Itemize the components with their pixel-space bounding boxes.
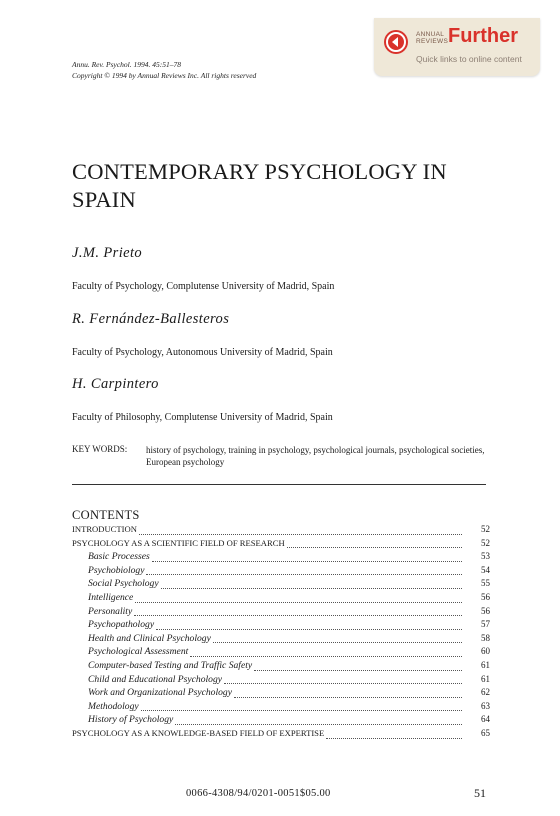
toc-leader-dots	[134, 607, 462, 616]
toc-entry-label: INTRODUCTION	[72, 524, 137, 534]
toc-entry[interactable]	[72, 633, 490, 647]
toc-entry-page: 54	[481, 564, 490, 575]
toc-entry[interactable]	[72, 606, 490, 620]
toc-entry-label: Basic Processes	[88, 551, 150, 563]
toc-entry-page: 65	[481, 727, 490, 738]
toc-entry-label: Personality	[88, 605, 133, 617]
toc-entry[interactable]	[72, 578, 490, 592]
toc-leader-dots	[326, 730, 462, 739]
toc-entry-page: 63	[481, 700, 490, 711]
toc-entry[interactable]	[72, 701, 490, 715]
toc-entry-page: 52	[481, 537, 490, 548]
author-name: H. Carpintero	[72, 376, 159, 392]
further-banner[interactable]	[374, 18, 540, 76]
toc-entry-page: 61	[481, 673, 490, 684]
banner-brand-line1: ANNUAL	[416, 31, 445, 38]
toc-entry-page: 62	[481, 687, 490, 698]
further-logo-icon	[384, 30, 408, 54]
toc-entry[interactable]	[72, 524, 490, 538]
toc-leader-dots	[190, 648, 462, 657]
toc-entry-label: History of Psychology	[88, 714, 174, 726]
toc-entry-label: PSYCHOLOGY AS A SCIENTIFIC FIELD OF RESEARCH	[72, 537, 285, 548]
toc-entry-label: Child and Educational Psychology	[88, 673, 223, 685]
toc-entry-page: 56	[481, 591, 490, 602]
toc-entry[interactable]	[72, 674, 490, 688]
article-title-line2: SPAIN	[72, 187, 136, 212]
toc-entry[interactable]	[72, 728, 490, 742]
author-name: R. Fernández-Ballesteros	[72, 311, 230, 327]
toc-entry-page: 58	[481, 632, 490, 643]
toc-entry-page: 57	[481, 619, 490, 630]
toc-leader-dots	[161, 580, 462, 589]
toc-leader-dots	[254, 662, 462, 671]
toc-leader-dots	[234, 689, 462, 698]
toc-entry-page: 56	[481, 605, 490, 616]
toc-leader-dots	[152, 553, 462, 562]
author-affiliation: Faculty of Philosophy, Complutense University of Madrid, Spain	[72, 412, 333, 423]
toc-entry[interactable]	[72, 646, 490, 660]
toc-entry-page: 60	[481, 646, 490, 657]
banner-brand-line2: REVIEWS	[416, 38, 449, 45]
toc-leader-dots	[146, 566, 462, 575]
toc-entry[interactable]	[72, 565, 490, 579]
article-title	[72, 158, 512, 214]
contents-heading: CONTENTS	[72, 508, 140, 522]
toc-entry-label: Methodology	[88, 700, 139, 712]
toc-entry-label: Work and Organizational Psychology	[88, 687, 232, 699]
toc-entry[interactable]	[72, 592, 490, 606]
copyright-notice: Copyright © 1994 by Annual Reviews Inc. All rights reserved	[72, 71, 257, 80]
toc-entry-page: 61	[481, 659, 490, 670]
toc-leader-dots	[139, 526, 462, 535]
toc-leader-dots	[141, 702, 462, 711]
toc-leader-dots	[135, 594, 462, 603]
toc-entry-label: PSYCHOLOGY AS A KNOWLEDGE-BASED FIELD OF EXPERTISE	[72, 727, 325, 738]
toc-entry[interactable]	[72, 538, 490, 552]
banner-subtitle[interactable]: Quick links to online content	[416, 54, 522, 64]
toc-entry-label: Psychobiology	[88, 564, 145, 576]
author-affiliation: Faculty of Psychology, Autonomous University of Madrid, Spain	[72, 347, 333, 358]
toc-entry[interactable]	[72, 687, 490, 701]
toc-entry-label: Psychological Assessment	[88, 646, 189, 658]
toc-entry-label: Social Psychology	[88, 578, 159, 590]
author-affiliation: Faculty of Psychology, Complutense University of Madrid, Spain	[72, 281, 335, 292]
toc-entry-label: Health and Clinical Psychology	[88, 632, 211, 644]
toc-leader-dots	[175, 716, 462, 725]
toc-leader-dots	[156, 621, 462, 630]
journal-citation: Annu. Rev. Psychol. 1994. 45:51–78	[72, 60, 182, 69]
article-code: 0066-4308/94/0201-0051$05.00	[186, 788, 331, 799]
toc-entry-label: Computer-based Testing and Traffic Safety	[88, 659, 253, 671]
toc-entry[interactable]	[72, 551, 490, 565]
banner-title: Further	[448, 25, 518, 47]
author-name: J.M. Prieto	[72, 245, 143, 261]
keywords-text: history of psychology, training in psychology, psychological journals, psychological societies, European psychology	[146, 445, 485, 467]
toc-entry-page: 64	[481, 714, 490, 725]
toc-entry[interactable]	[72, 660, 490, 674]
toc-entry-label: Psychopathology	[88, 619, 155, 631]
banner-brand	[416, 31, 449, 45]
toc-entry[interactable]	[72, 619, 490, 633]
toc-entry-label: Intelligence	[88, 591, 134, 603]
toc-entry-page: 53	[481, 551, 490, 562]
page-number: 51	[474, 786, 486, 800]
table-of-contents	[72, 524, 490, 742]
section-divider	[72, 484, 486, 485]
toc-entry-page: 55	[481, 578, 490, 589]
toc-leader-dots	[213, 634, 462, 643]
toc-entry[interactable]	[72, 714, 490, 728]
toc-entry-page: 52	[481, 524, 490, 534]
keywords-label: KEY WORDS:	[72, 444, 128, 454]
toc-leader-dots	[287, 539, 462, 548]
article-title-line1: CONTEMPORARY PSYCHOLOGY IN	[72, 159, 447, 184]
toc-leader-dots	[224, 675, 462, 684]
